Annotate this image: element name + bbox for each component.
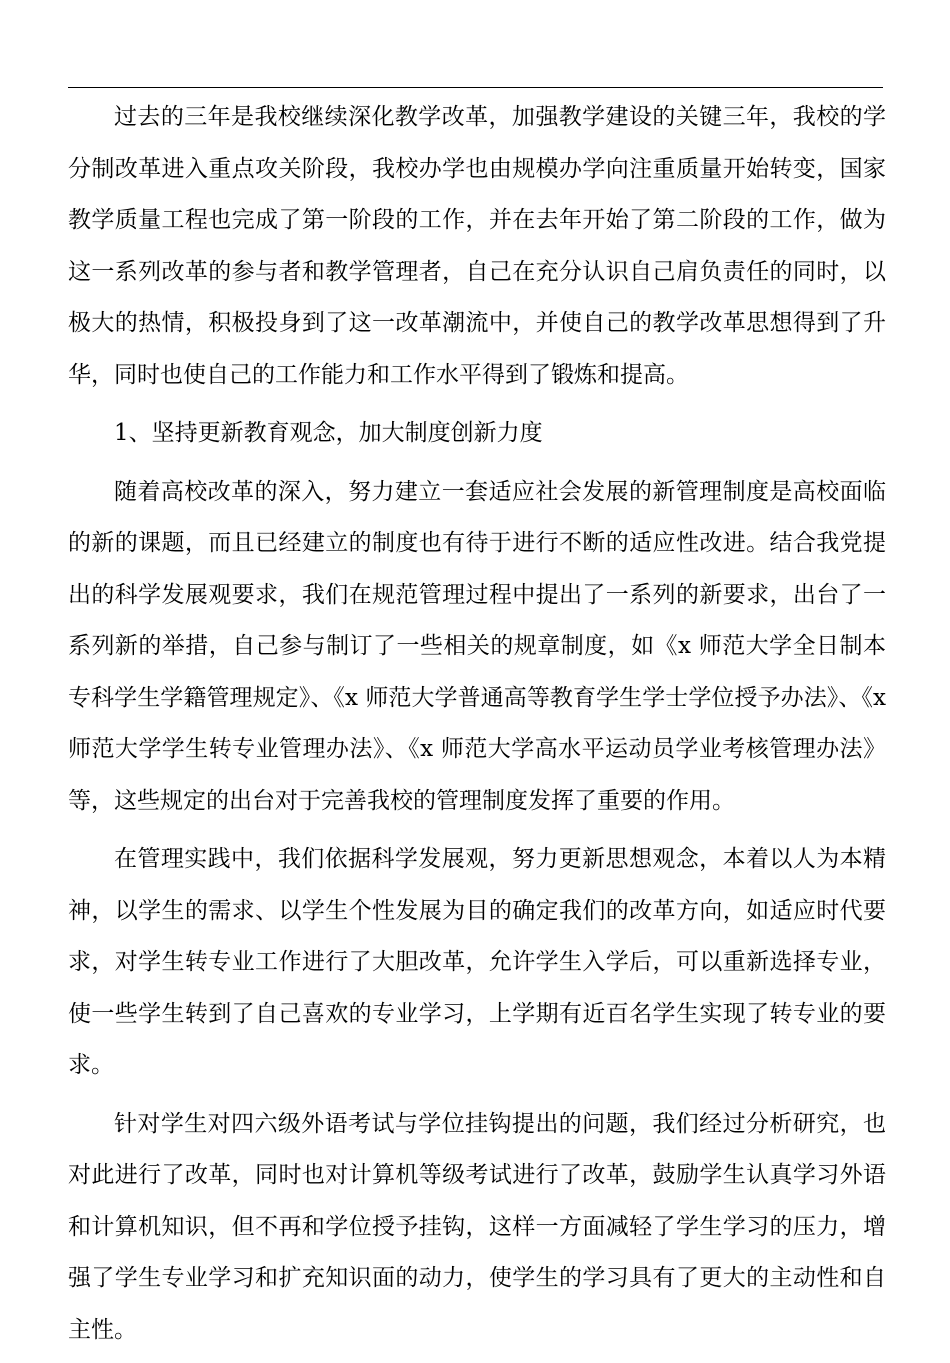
paragraph-exam-reform: 针对学生对四六级外语考试与学位挂钩提出的问题，我们经过分析研究，也对此进行了改革，同时也对计算机等级考试进行了改革，鼓励学生认真学习外语和计算机知识，但不再和学位授予挂钩，这样一方面减轻了学生学习的压力，增强了学生专业学习和扩充知识面的动力，使学生的学习具有了更大的主动性和自主性。 <box>68 1110 886 1343</box>
paragraph-regulations: 随着高校改革的深入，努力建立一套适应社会发展的新管理制度是高校面临的新的课题，而且已经建立的制度也有待于进行不断的适应性改进。结合我党提出的科学发展观要求，我们在规范管理过程中提出了一系列的新要求，出台了一系列新的举措，自己参与制订了一些相关的规章制度，如《x 师范大学全日制本专科学生学籍管理规定》、《x 师范大学普通高等教育学生学士学位授予办法》、《x 师范大学学生转专业管理办法》、《x 师范大学高水平运动员学业考核管理办法》等，这些规定的出台对于完善我校的管理制度发挥了重要的作用。 <box>68 478 886 814</box>
document-body <box>68 92 886 1363</box>
paragraph-intro: 过去的三年是我校继续深化教学改革，加强教学建设的关键三年，我校的学分制改革进入重点攻关阶段，我校办学也由规模办学向注重质量开始转变，国家教学质量工程也完成了第一阶段的工作，并在去年开始了第二阶段的工作，做为这一系列改革的参与者和教学管理者，自己在充分认识自己肩负责任的同时，以极大的热情，积极投身到了这一改革潮流中，并使自己的教学改革思想得到了升华，同时也使自己的工作能力和工作水平得到了锻炼和提高。 <box>68 104 886 388</box>
header-rule <box>68 87 883 88</box>
paragraph-management-practice: 在管理实践中，我们依据科学发展观，努力更新思想观念，本着以人为本精神，以学生的需求、以学生个性发展为目的确定我们的改革方向，如适应时代要求，对学生转专业工作进行了大胆改革，允许学生入学后，可以重新选择专业，使一些学生转到了自己喜欢的专业学习，上学期有近百名学生实现了转专业的要求。 <box>68 846 886 1078</box>
section-heading: 1、坚持更新教育观念，加大制度创新力度 <box>114 420 543 446</box>
